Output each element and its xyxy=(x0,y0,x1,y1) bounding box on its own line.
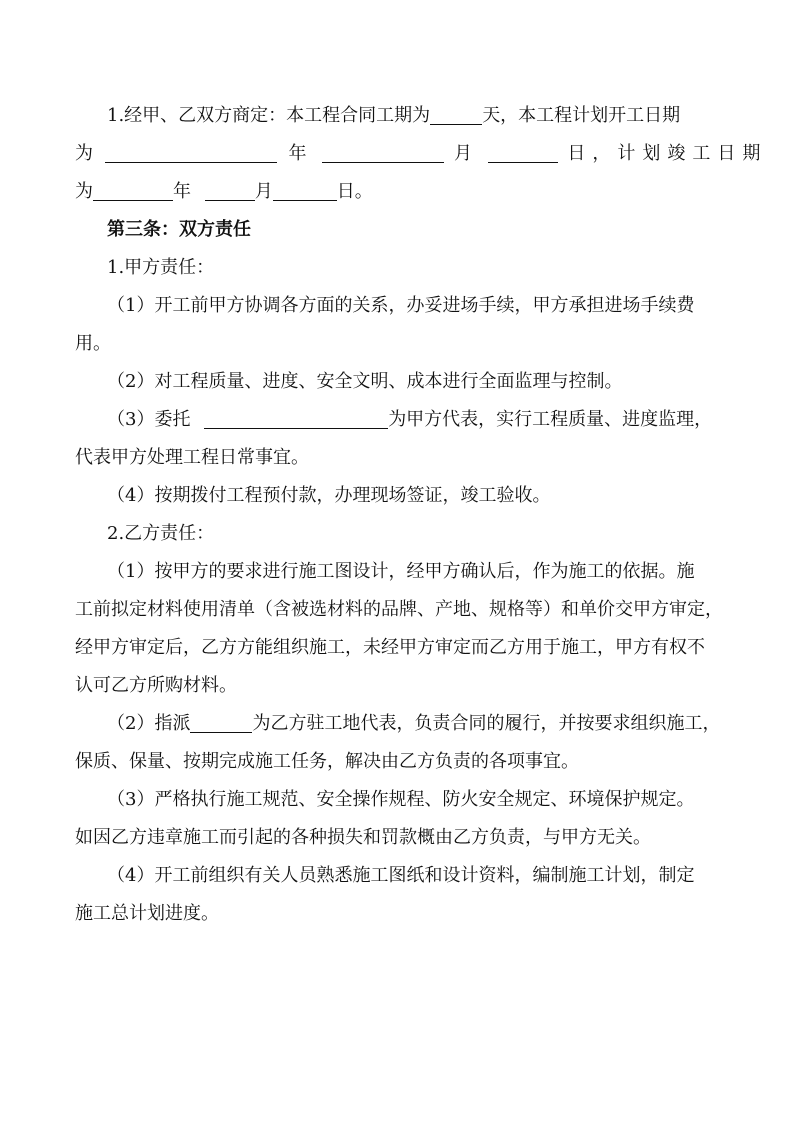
paragraph-line: 如因乙方违章施工而引起的各种损失和罚款概由乙方负责，与甲方无关。 xyxy=(75,827,651,848)
paragraph-line: 施工总计划进度。 xyxy=(75,903,219,924)
blank-field xyxy=(204,406,388,429)
blank-field xyxy=(322,140,444,163)
party-a-heading: 1.甲方责任： xyxy=(107,257,215,278)
date-unit: 年 xyxy=(173,181,191,202)
clause-text: 为 xyxy=(75,143,93,164)
paragraph-line: 认可乙方所购材料。 xyxy=(75,675,237,696)
clause-text: 1.经甲、乙双方商定：本工程合同工期为 xyxy=(107,105,431,126)
blank-field xyxy=(190,710,252,733)
date-unit: 月 xyxy=(453,143,472,164)
party-b-heading: 2.乙方责任： xyxy=(107,523,215,544)
paragraph-line xyxy=(75,401,723,439)
clause-text: （3）委托 xyxy=(107,409,191,430)
paragraph-line xyxy=(75,173,723,211)
paragraph-line xyxy=(75,135,768,173)
blank-field xyxy=(273,178,337,201)
paragraph-line: （4）开工前组织有关人员熟悉施工图纸和设计资料，编制施工计划，制定 xyxy=(107,865,695,886)
paragraph-line: （2）对工程质量、进度、安全文明、成本进行全面监理与控制。 xyxy=(107,371,623,392)
paragraph-line: 代表甲方处理工程日常事宜。 xyxy=(75,447,309,468)
paragraph-line: 保质、保量、按期完成施工任务，解决由乙方负责的各项事宜。 xyxy=(75,751,579,772)
date-unit: 日。 xyxy=(336,181,373,202)
paragraph-line xyxy=(75,705,723,743)
blank-field xyxy=(430,102,482,125)
paragraph-line: （1）按甲方的要求进行施工图设计，经甲方确认后，作为施工的依据。施 xyxy=(107,561,695,582)
paragraph-line: 工前拟定材料使用清单（含被选材料的品牌、产地、规格等）和单价交甲方审定， xyxy=(75,599,723,620)
section-heading: 第三条：双方责任 xyxy=(107,219,251,240)
paragraph-line: （4）按期拨付工程预付款，办理现场签证，竣工验收。 xyxy=(107,485,551,506)
paragraph-line: 经甲方审定后，乙方方能组织施工，未经甲方审定而乙方用于施工，甲方有权不 xyxy=(75,637,705,658)
blank-field xyxy=(205,178,255,201)
paragraph-line: （1）开工前甲方协调各方面的关系，办妥进场手续，甲方承担进场手续费 xyxy=(107,295,695,316)
paragraph-line: 用。 xyxy=(75,333,111,354)
document-page xyxy=(75,97,768,933)
clause-text: 日，计划竣工日期 xyxy=(567,143,768,164)
blank-field xyxy=(105,140,277,163)
blank-field xyxy=(488,140,558,163)
clause-text: 为乙方驻工地代表，负责合同的履行，并按要求组织施工， xyxy=(252,713,721,734)
paragraph-line: （3）严格执行施工规范、安全操作规程、防火安全规定、环境保护规定。 xyxy=(107,789,695,810)
clause-text: 天，本工程计划开工日期 xyxy=(482,105,681,126)
date-unit: 年 xyxy=(288,143,307,164)
blank-field xyxy=(93,178,173,201)
date-unit: 月 xyxy=(254,181,273,202)
clause-text: 为 xyxy=(75,181,93,202)
paragraph-line xyxy=(75,97,723,135)
clause-text: （2）指派 xyxy=(107,713,191,734)
clause-text: 为甲方代表，实行工程质量、进度监理， xyxy=(388,409,713,430)
